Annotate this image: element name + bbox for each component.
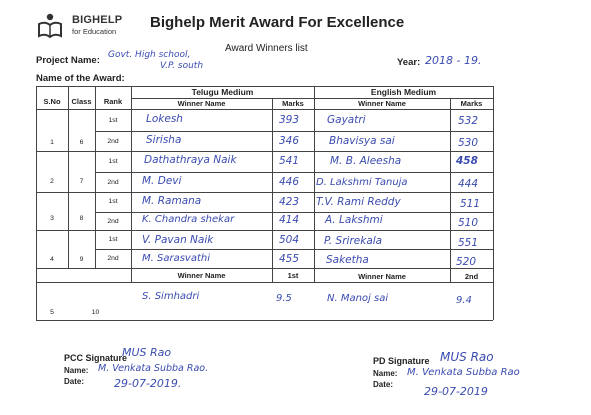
project-name-value-2: V.P. south xyxy=(160,61,204,71)
class-cell: 10 xyxy=(91,309,100,316)
class-cell: 9 xyxy=(79,256,84,263)
rank-cell: 1st xyxy=(108,198,118,205)
org-name: BIGHELP xyxy=(72,14,123,26)
class10-second-score: 9.4 xyxy=(456,295,472,306)
telugu-winner-name: M. Ramana xyxy=(142,195,202,207)
pcc-signature-label: PCC Signature xyxy=(64,353,128,363)
col-sno-header: S.No xyxy=(43,97,61,106)
telugu-medium-header: Telugu Medium xyxy=(191,87,254,97)
class-cell: 8 xyxy=(79,215,84,222)
class10-first-score: 9.5 xyxy=(276,293,292,304)
english-winner-name: T.V. Rami Reddy xyxy=(316,196,401,208)
telugu-marks: 504 xyxy=(279,234,300,246)
bighelp-logo xyxy=(36,12,64,40)
rank-cell: 2nd xyxy=(107,138,119,145)
rank-cell: 1st xyxy=(108,158,118,165)
telugu-marks-header: Marks xyxy=(282,99,304,108)
pd-signature-label: PD Signature xyxy=(373,356,430,366)
project-name-value-1: Govt. High school, xyxy=(108,50,191,60)
rank-cell: 1st xyxy=(108,117,118,124)
class10-winner-name-header-2: Winner Name xyxy=(358,272,406,281)
english-winner-name: M. B. Aleesha xyxy=(330,155,402,167)
pd-signature: MUS Rao xyxy=(440,350,494,364)
english-marks-header: Marks xyxy=(460,99,483,108)
telugu-winner-name-header: Winner Name xyxy=(177,99,226,108)
english-winner-name-header: Winner Name xyxy=(358,99,406,108)
english-marks: 511 xyxy=(460,198,481,210)
telugu-winner-name: Lokesh xyxy=(146,113,183,125)
telugu-marks: 455 xyxy=(279,253,300,265)
english-marks: 551 xyxy=(458,237,479,249)
pd-name-label: Name: xyxy=(373,369,398,378)
english-winner-name: D. Lakshmi Tanuja xyxy=(316,177,408,188)
sno-cell: 5 xyxy=(50,309,54,316)
telugu-marks: 446 xyxy=(279,176,300,188)
english-marks: 530 xyxy=(458,137,479,149)
book-person-icon xyxy=(36,12,64,40)
telugu-marks: 393 xyxy=(279,114,300,126)
class10-first-header: 1st xyxy=(287,271,299,280)
telugu-marks: 423 xyxy=(279,196,300,208)
english-winner-name: Bhavisya sai xyxy=(329,135,395,147)
sno-cell: 2 xyxy=(50,178,54,185)
class10-winner-name-header: Winner Name xyxy=(177,271,226,280)
project-name-label: Project Name: xyxy=(36,55,100,66)
award-name-label: Name of the Award: xyxy=(36,73,125,84)
sno-cell: 4 xyxy=(50,256,54,263)
english-marks: 510 xyxy=(458,217,479,229)
pcc-date: 29-07-2019. xyxy=(114,377,182,390)
pcc-name: M. Venkata Subba Rao. xyxy=(98,363,209,374)
page-subtitle: Award Winners list xyxy=(225,43,308,54)
english-marks: 444 xyxy=(458,178,479,190)
pd-date: 29-07-2019 xyxy=(424,385,488,398)
telugu-winner-name: Sirisha xyxy=(146,134,182,146)
telugu-winner-name: M. Sarasvathi xyxy=(142,253,210,264)
pcc-name-label: Name: xyxy=(64,366,89,375)
year-value: 2018 - 19. xyxy=(425,54,482,67)
sno-cell: 1 xyxy=(50,139,54,146)
rank-cell: 2nd xyxy=(107,218,119,225)
english-winner-name: P. Srirekala xyxy=(324,235,383,247)
telugu-marks: 346 xyxy=(279,135,300,147)
class-cell: 6 xyxy=(79,139,84,146)
pd-date-label: Date: xyxy=(373,380,394,389)
rank-cell: 2nd xyxy=(107,179,119,186)
org-tagline: for Education xyxy=(72,27,117,36)
page-title: Bighelp Merit Award For Excellence xyxy=(150,14,405,31)
english-marks: 520 xyxy=(456,256,477,268)
telugu-marks: 541 xyxy=(279,155,300,167)
rank-cell: 2nd xyxy=(107,255,119,262)
english-marks: 458 xyxy=(456,155,478,167)
class10-second-header: 2nd xyxy=(464,272,479,281)
col-rank-header: Rank xyxy=(103,97,123,106)
class10-first-winner: S. Simhadri xyxy=(142,291,200,302)
pcc-signature: MUS Rao xyxy=(122,346,172,359)
telugu-winner-name: K. Chandra shekar xyxy=(142,214,235,225)
telugu-winner-name: M. Devi xyxy=(142,175,182,187)
rank-cell: 1st xyxy=(108,236,118,243)
telugu-marks: 414 xyxy=(279,214,300,226)
telugu-winner-name: Dathathraya Naik xyxy=(144,154,237,166)
year-label: Year: xyxy=(397,57,421,68)
telugu-winner-name: V. Pavan Naik xyxy=(142,234,214,246)
sno-cell: 3 xyxy=(50,215,54,222)
english-winner-name: Saketha xyxy=(326,254,369,266)
english-marks: 532 xyxy=(458,115,479,127)
pd-name: M. Venkata Subba Rao xyxy=(407,367,520,378)
english-winner-name: Gayatri xyxy=(327,114,366,126)
col-class-header: Class xyxy=(71,97,92,106)
pcc-date-label: Date: xyxy=(64,377,85,386)
class-cell: 7 xyxy=(79,178,84,185)
english-winner-name: A. Lakshmi xyxy=(325,214,383,226)
english-medium-header: English Medium xyxy=(370,87,437,97)
class10-second-winner: N. Manoj sai xyxy=(327,293,389,304)
